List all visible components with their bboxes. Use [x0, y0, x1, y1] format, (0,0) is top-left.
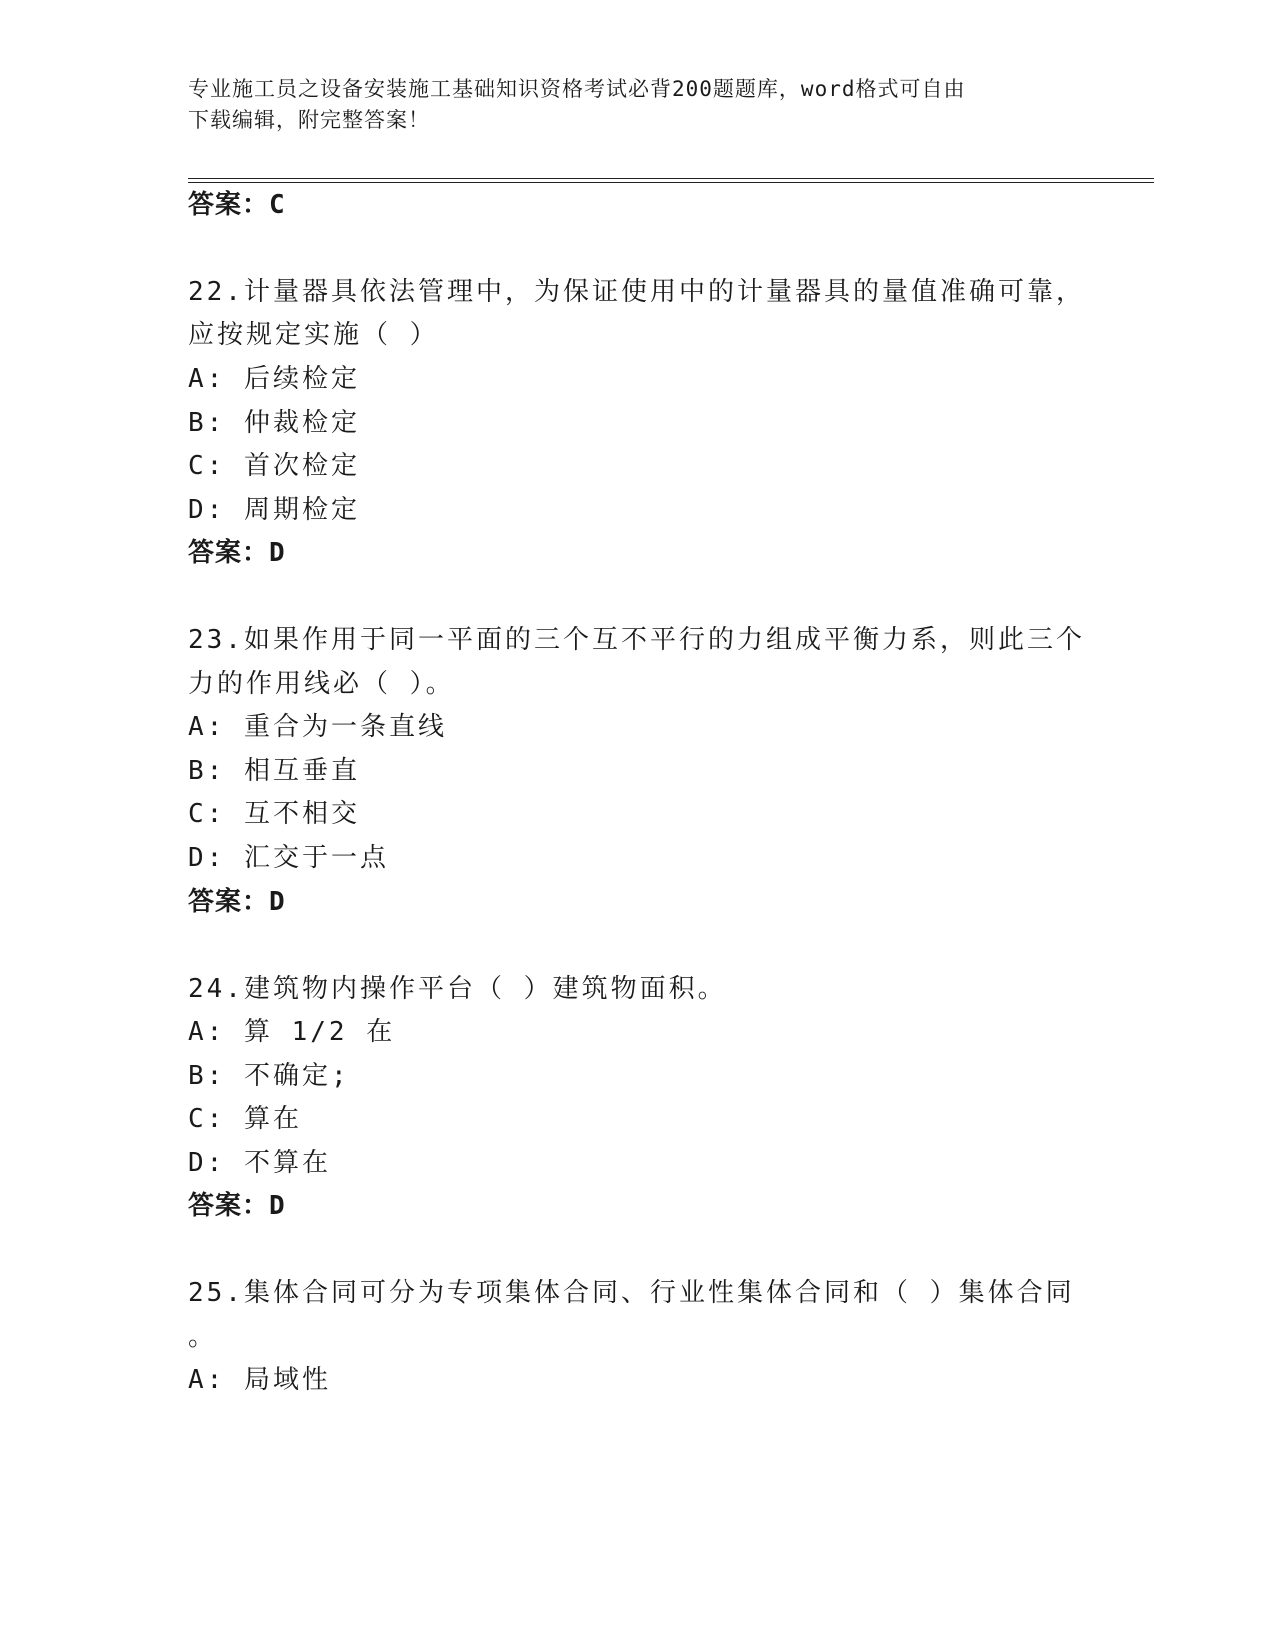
- header-line-1: 专业施工员之设备安装施工基础知识资格考试必背200题题库，word格式可自由: [188, 77, 966, 101]
- question-stem-line: 22.计量器具依法管理中，为保证使用中的计量器具的量值准确可靠，: [188, 277, 1085, 307]
- option-b: B: 不确定;: [188, 1061, 350, 1091]
- answer: 答案：D: [188, 1191, 286, 1221]
- answer: 答案：D: [188, 887, 286, 917]
- header-rule-bottom: [188, 182, 1154, 183]
- question-stem-line: 24.建筑物内操作平台（ ）建筑物面积。: [188, 974, 727, 1004]
- option-c: C: 互不相交: [188, 799, 360, 829]
- option-c: C: 首次检定: [188, 451, 360, 481]
- header-rule-top: [188, 178, 1154, 179]
- option-c: C: 算在: [188, 1104, 302, 1134]
- previous-answer: 答案：C: [188, 190, 286, 220]
- question-stem-line: 。: [188, 1322, 218, 1352]
- question-stem-line: 应按规定实施（ ）: [188, 320, 439, 350]
- question-stem-line: 力的作用线必（ ）。: [188, 669, 455, 699]
- header-line-2: 下载编辑，附完整答案！: [188, 108, 430, 132]
- option-a: A: 算 1/2 在: [188, 1017, 396, 1047]
- option-d: D: 不算在: [188, 1148, 331, 1178]
- option-a: A: 重合为一条直线: [188, 712, 447, 742]
- document-header: [188, 74, 1088, 136]
- question-stem-line: 23.如果作用于同一平面的三个互不平行的力组成平衡力系，则此三个: [188, 625, 1085, 655]
- answer: 答案：D: [188, 538, 286, 568]
- option-d: D: 汇交于一点: [188, 843, 389, 873]
- question-stem-line: 25.集体合同可分为专项集体合同、行业性集体合同和（ ）集体合同: [188, 1278, 1075, 1308]
- option-a: A: 局域性: [188, 1365, 331, 1395]
- option-a: A: 后续检定: [188, 364, 360, 394]
- option-b: B: 相互垂直: [188, 756, 360, 786]
- option-d: D: 周期检定: [188, 495, 360, 525]
- option-b: B: 仲裁检定: [188, 408, 360, 438]
